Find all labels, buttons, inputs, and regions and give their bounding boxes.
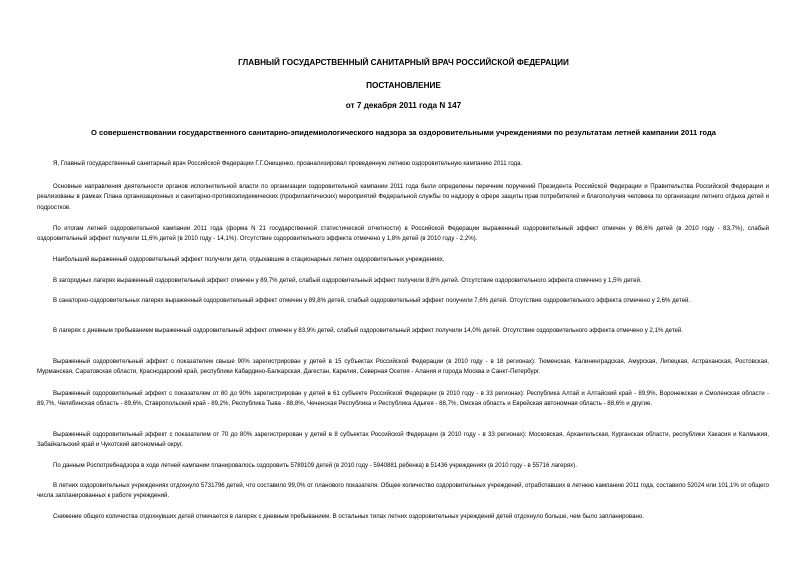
paragraph: Выраженный оздоровительный эффект с показателем от 80 до 90% зарегистрирован у детей в 61 субъекте Российской Федерации (в 2010 году - в 33 регионах): Республика Алтай и Алтайский край - 89,9%, Воронежская и Смоленская области - 89,7%, Челябинская область - 89,6%, Ставропольский край - 89,2%, Республика Тыва - 88,8%, Чеченская Республика и Республика Адыгея - 88,7%, Омская область и Еврейская автономная область - 88,6% и другие.	[37, 390, 769, 408]
paragraph: В загородных лагерях выраженный оздоровительный эффект отмечен у 89,7% детей, слабый оздоровительный эффект получили 8,8% детей. Отсутствие оздоровительного эффекта отмечено у 1,5% детей.	[53, 277, 642, 284]
paragraph: Я, Главный государственный санитарный врач Российской Федерации Г.Г.Онищенко, проанализировал проведенную летнюю оздоровительную кампанию 2011 года.	[53, 160, 523, 167]
paragraph: Выраженный оздоровительный эффект с показателем от 70 до 80% зарегистрирован у детей в 8 субъектах Российской Федерации (в 2010 году - в 33 регионах): Московская, Архангельская, Курганская области, республики Хакасия и Калмыкия, Забайкальский край и Чукотский автономный округ.	[37, 431, 769, 449]
paragraph: По данным Роспотребнадзора в ходе летней кампании планировалось оздоровить 5789109 детей (в 2010 году - 5940881 ребенка) в 51436 учреждениях (в 2010 году - в 55716 лагерях).	[53, 462, 577, 469]
paragraph: Наибольший выраженный оздоровительный эффект получили дети, отдыхавшие в стационарных летних оздоровительных учреждениях.	[53, 256, 445, 263]
document-type: ПОСТАНОВЛЕНИЕ	[366, 81, 441, 90]
document-title: О совершенствовании государственного санитарно-эпидемиологического надзора за оздоровительными учреждениями по результатам летней кампании 2011 года	[91, 128, 716, 137]
paragraph: В санаторно-оздоровительных лагерях выраженный оздоровительный эффект отмечен у 89,8% детей, слабый оздоровительный эффект получили 7,6% детей. Отсутствие оздоровительного эффекта отмечено у 2,6% детей.	[53, 297, 691, 304]
paragraph: В лагерях с дневным пребыванием выраженный оздоровительный эффект отмечен у 83,9% детей, слабый оздоровительный эффект получили 14,0% детей. Отсутствие оздоровительного эффекта отмечено у 2,1% детей.	[53, 327, 684, 334]
paragraph: По итогам летней оздоровительной кампании 2011 года (форма N 21 государственной статистической отчетности) в Российской Федерации выраженный оздоровительный эффект отмечен у 86,6% детей (в 2010 году - 83,7%), слабый оздоровительный эффект получили 11,6% детей (в 2010 году - 14,1%). Отсутствие оздоровительного эффекта отмечено у 1,8% детей (в 2010 году - 2,2%).	[37, 225, 769, 243]
paragraph: Основные направления деятельности органов исполнительной власти по организации оздоровительной кампании 2011 года были определены перечнем поручений Президента Российской Федерации и Правительства Российской Федерации и реализованы в рамках Плана организационных и санитарно-противоэпидемических (профилактических) мероприятий Федеральной службы по надзору в сфере защиты прав потребителей и благополучия человека по организации летнего отдыха детей и подростков.	[37, 183, 769, 211]
paragraph: Снижение общего количества отдохнувших детей отмечается в лагерях с дневным пребыванием. В остальных типах летних оздоровительных учреждений детей отдохнуло больше, чем было запланировано.	[53, 513, 644, 520]
paragraph: В летних оздоровительных учреждениях отдохнуло 5731796 детей, что составило 99,0% от планового показателя. Общее количество оздоровительных учреждений, отработавших в летнюю кампанию 2011 года, составило 52024 или 101,1% от общего числа запланированных к работе учреждений.	[37, 482, 769, 500]
document-date-number: от 7 декабря 2011 года N 147	[345, 101, 462, 110]
paragraph: Выраженный оздоровительный эффект с показателем свыше 90% зарегистрирован у детей в 15 субъектах Российской Федерации (в 2010 году - в 18 регионах): Тюменская, Калининградская, Амурская, Липецкая, Астраханская, Ростовская, Мурманская, Саратовская области, Краснодарский край, республики Кабардино-Балкарская, Дагестан, Карелия, Северная Осетия - Алания и города Москва и Санкт-Петербург.	[37, 358, 769, 376]
issuing-authority: ГЛАВНЫЙ ГОСУДАРСТВЕННЫЙ САНИТАРНЫЙ ВРАЧ РОССИЙСКОЙ ФЕДЕРАЦИИ	[238, 58, 569, 67]
